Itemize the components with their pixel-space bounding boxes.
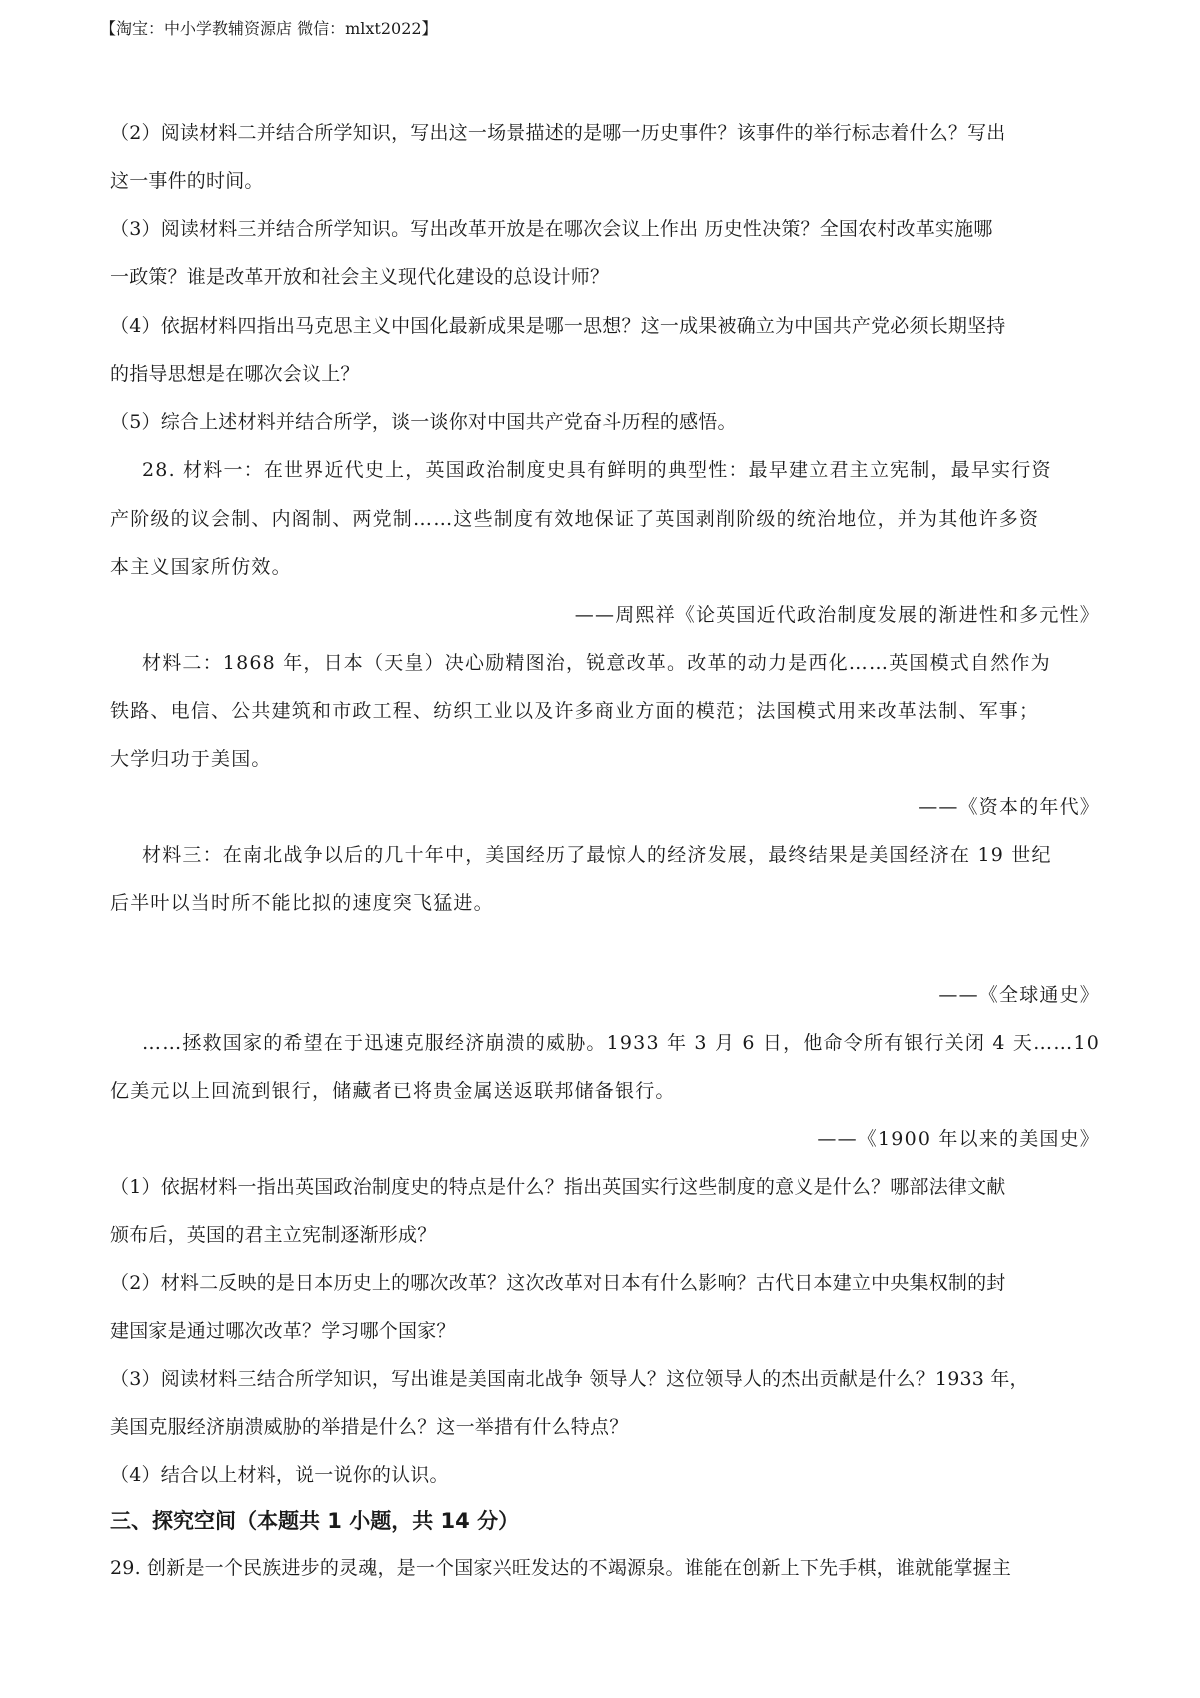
q28-material4-line1: ……拯救国家的希望在于迅速克服经济崩溃的威胁。1933 年 3 月 6 日，他命令所有银行关闭 4 天……10 xyxy=(142,1032,1101,1054)
q28-material1-source: ——周熙祥《论英国近代政治制度发展的渐进性和多元性》 xyxy=(574,604,1100,626)
watermark-header: 【淘宝：中小学教辅资源店 微信：mlxt2022】 xyxy=(100,19,438,38)
q28-3-line2: 美国克服经济崩溃威胁的举措是什么？这一举措有什么特点？ xyxy=(110,1416,629,1438)
q27-4-line1: （4）依据材料四指出马克思主义中国化最新成果是哪一思想？这一成果被确立为中国共产党必须长期坚持 xyxy=(110,315,1006,337)
q28-material2-source: ——《资本的年代》 xyxy=(918,796,1100,818)
q28-material1-line1: 28. 材料一：在世界近代史上，英国政治制度史具有鲜明的典型性：最早建立君主立宪制，最早实行资 xyxy=(142,459,1052,481)
q28-material2-line2: 铁路、电信、公共建筑和市政工程、纺织工业以及许多商业方面的模范；法国模式用来改革法制、军事； xyxy=(110,700,1040,722)
q29-line1: 29. 创新是一个民族进步的灵魂，是一个国家兴旺发达的不竭源泉。谁能在创新上下先手棋，谁就能掌握主 xyxy=(110,1557,1012,1579)
q28-material1-line3: 本主义国家所仿效。 xyxy=(110,556,292,578)
q28-material4-source: ——《1900 年以来的美国史》 xyxy=(817,1128,1100,1150)
q28-1-line2: 颁布后，英国的君主立宪制逐渐形成？ xyxy=(110,1224,437,1246)
q28-material3-source: ——《全球通史》 xyxy=(938,984,1100,1006)
q28-1-line1: （1）依据材料一指出英国政治制度史的特点是什么？指出英国实行这些制度的意义是什么？哪部法律文献 xyxy=(110,1176,1006,1198)
section3-heading: 三、探究空间（本题共 1 小题，共 14 分） xyxy=(110,1509,520,1533)
q28-material3-line1: 材料三：在南北战争以后的几十年中，美国经历了最惊人的经济发展，最终结果是美国经济在 19 世纪 xyxy=(142,844,1052,866)
q27-4-line2: 的指导思想是在哪次会议上？ xyxy=(110,363,360,385)
q28-material2-line1: 材料二：1868 年，日本（天皇）决心励精图治，锐意改革。改革的动力是西化……英国模式自然作为 xyxy=(142,652,1051,674)
q28-3-line1: （3）阅读材料三结合所学知识，写出谁是美国南北战争 领导人？这位领导人的杰出贡献是什么？1933 年， xyxy=(110,1368,1029,1390)
q27-2-line1: （2）阅读材料二并结合所学知识，写出这一场景描述的是哪一历史事件？该事件的举行标志着什么？写出 xyxy=(110,122,1006,144)
q28-2-line2: 建国家是通过哪次改革？学习哪个国家？ xyxy=(110,1320,456,1342)
q27-3-line1: （3）阅读材料三并结合所学知识。写出改革开放是在哪次会议上作出 历史性决策？全国农村改革实施哪 xyxy=(110,218,993,240)
q28-material1-line2: 产阶级的议会制、内阁制、两党制……这些制度有效地保证了英国剥削阶级的统治地位，并为其他许多资 xyxy=(110,508,1040,530)
q28-material3-line2: 后半叶以当时所不能比拟的速度突飞猛进。 xyxy=(110,892,494,914)
q28-2-line1: （2）材料二反映的是日本历史上的哪次改革？这次改革对日本有什么影响？古代日本建立中央集权制的封 xyxy=(110,1272,1006,1294)
q27-2-line2: 这一事件的时间。 xyxy=(110,170,264,192)
q28-material2-line3: 大学归功于美国。 xyxy=(110,748,272,770)
q27-5-line1: （5）综合上述材料并结合所学，谈一谈你对中国共产党奋斗历程的感悟。 xyxy=(110,411,737,433)
q27-3-line2: 一政策？谁是改革开放和社会主义现代化建设的总设计师？ xyxy=(110,266,610,288)
q28-material4-line2: 亿美元以上回流到银行，储藏者已将贵金属送返联邦储备银行。 xyxy=(110,1080,676,1102)
q28-4-line1: （4）结合以上材料，说一说你的认识。 xyxy=(110,1464,449,1486)
